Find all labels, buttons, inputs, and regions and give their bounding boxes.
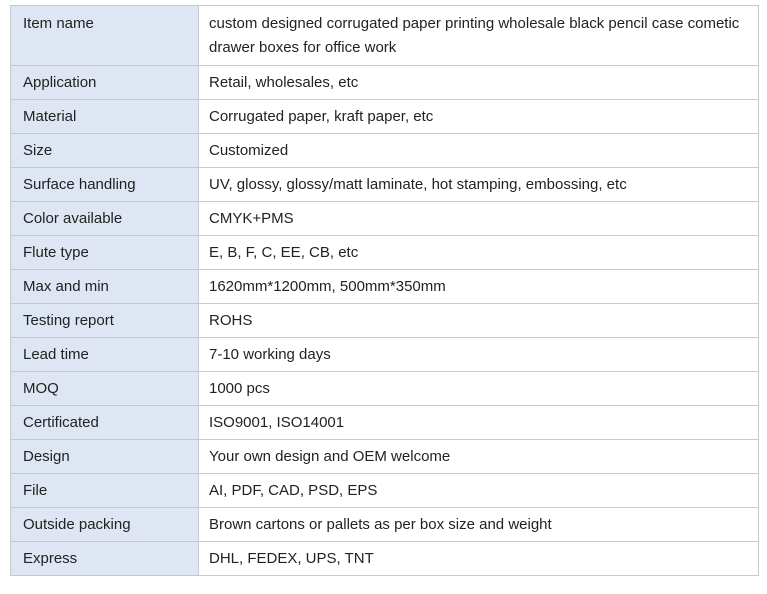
row-value: Brown cartons or pallets as per box size and weight	[199, 508, 759, 542]
row-value: Corrugated paper, kraft paper, etc	[199, 100, 759, 134]
row-value: E, B, F, C, EE, CB, etc	[199, 236, 759, 270]
table-row	[11, 474, 759, 508]
table-row	[11, 508, 759, 542]
row-label: Lead time	[11, 338, 199, 372]
table-row	[11, 100, 759, 134]
table-row	[11, 6, 759, 66]
table-row	[11, 440, 759, 474]
row-label: Express	[11, 542, 199, 576]
table-row	[11, 372, 759, 406]
table-row	[11, 168, 759, 202]
table-row	[11, 338, 759, 372]
row-value: custom designed corrugated paper printing wholesale black pencil case cometic drawer boxes for office work	[199, 6, 759, 66]
row-value: Retail, wholesales, etc	[199, 66, 759, 100]
row-label: Size	[11, 134, 199, 168]
row-value: AI, PDF, CAD, PSD, EPS	[199, 474, 759, 508]
row-label: Application	[11, 66, 199, 100]
row-label: Max and min	[11, 270, 199, 304]
row-value: 7-10 working days	[199, 338, 759, 372]
row-value: CMYK+PMS	[199, 202, 759, 236]
row-label: Outside packing	[11, 508, 199, 542]
table-row	[11, 134, 759, 168]
row-label: Surface handling	[11, 168, 199, 202]
row-label: Design	[11, 440, 199, 474]
row-value: ROHS	[199, 304, 759, 338]
table-row	[11, 304, 759, 338]
table-row	[11, 542, 759, 576]
row-value: 1620mm*1200mm, 500mm*350mm	[199, 270, 759, 304]
row-value: DHL, FEDEX, UPS, TNT	[199, 542, 759, 576]
row-label: Item name	[11, 6, 199, 66]
row-label: Color available	[11, 202, 199, 236]
row-value: Customized	[199, 134, 759, 168]
row-label: Certificated	[11, 406, 199, 440]
row-value: 1000 pcs	[199, 372, 759, 406]
row-label: MOQ	[11, 372, 199, 406]
table-row	[11, 66, 759, 100]
row-label: Testing report	[11, 304, 199, 338]
row-label: File	[11, 474, 199, 508]
row-value: UV, glossy, glossy/matt laminate, hot stamping, embossing, etc	[199, 168, 759, 202]
table-row	[11, 270, 759, 304]
row-value: Your own design and OEM welcome	[199, 440, 759, 474]
row-label: Flute type	[11, 236, 199, 270]
table-row	[11, 236, 759, 270]
table-row	[11, 406, 759, 440]
row-value: ISO9001, ISO14001	[199, 406, 759, 440]
table-row	[11, 202, 759, 236]
product-spec-table	[10, 5, 759, 576]
row-label: Material	[11, 100, 199, 134]
